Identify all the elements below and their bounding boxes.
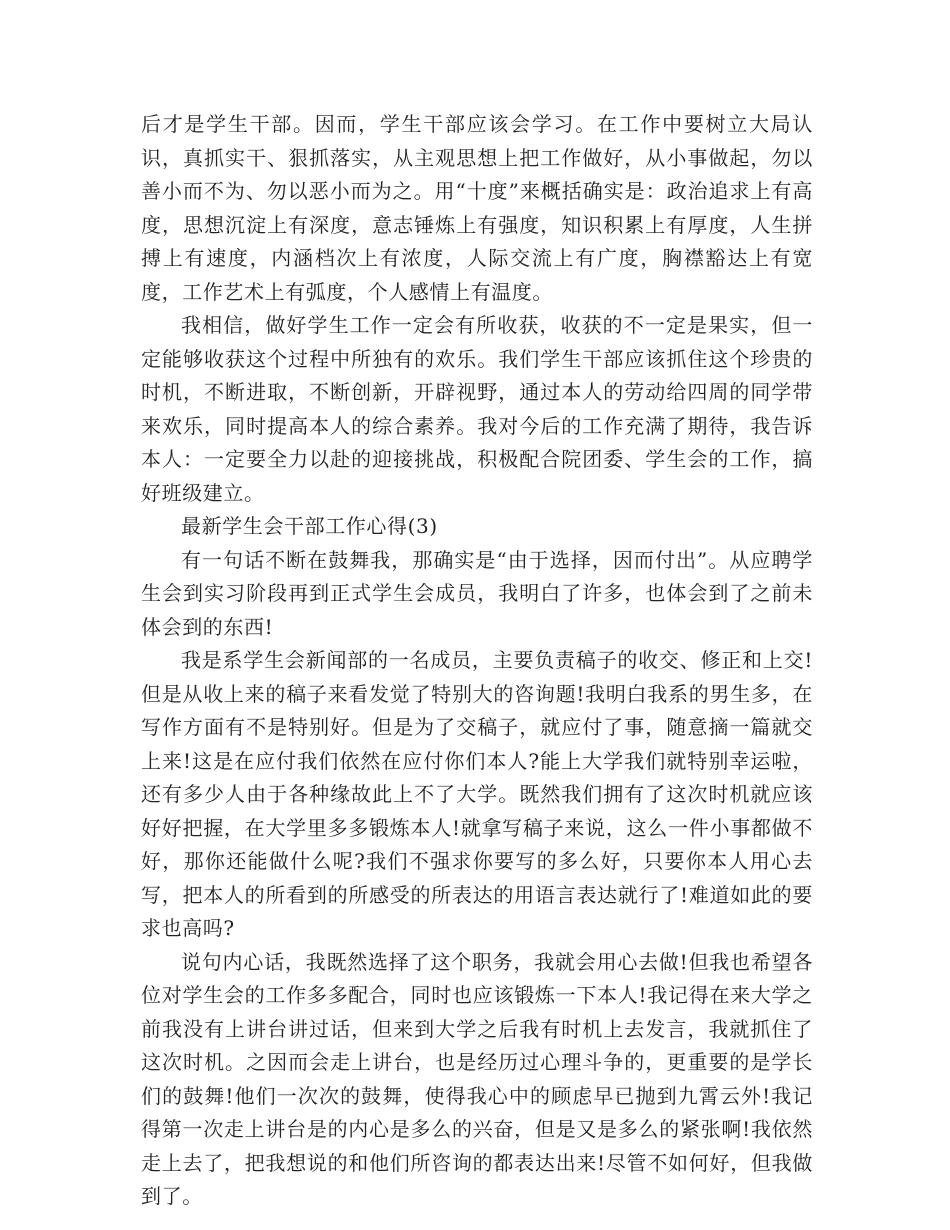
paragraph-heartfelt: 说句内心话，我既然选择了这个职务，我就会用心去做!但我也希望各位对学生会的工作多多配合，同时也应该锻炼一下本人!我记得在来大学之前我没有上讲台讲过话，但来到大学之后我有时机上去发言，我就抓住了这次时机。之因而会走上讲台，也是经历过心理斗争的，更重要的是学长们的鼓舞!他们一次次的鼓舞，使得我心中的顾虑早已抛到九霄云外!我记得第一次走上讲台是的内心是多么的兴奋，但是又是多么的紧张啊!我依然走上去了，把我想说的和他们所咨询的都表达出来!尽管不如何好，但我做到了。 [141,949,813,1208]
section-heading: 最新学生会干部工作心得(3) [181,514,438,538]
paragraph-news-department: 我是系学生会新闻部的一名成员，主要负责稿子的收交、修正和上交!但是从收上来的稿子来看发觉了特别大的咨询题!我明白我系的男生多，在写作方面有不是特别好。但是为了交稿子，就应付了事，随意摘一篇就交上来!这是在应付我们依然在应付你们本人?能上大学我们就特别幸运啦，还有多少人由于各种缘故此上不了大学。既然我们拥有了这次时机就应该好好把握，在大学里多多锻炼本人!就拿写稿子来说，这么一件小事都做不好，那你还能做什么呢?我们不强求你要写的多么好，只要你本人用心去写，把本人的所看到的所感受的所表达的用语言表达就行了!难道如此的要求也高吗? [141,648,813,940]
paragraph-belief: 我相信，做好学生工作一定会有所收获，收获的不一定是果实，但一定能够收获这个过程中所独有的欢乐。我们学生干部应该抓住这个珍贵的时机，不断进取，不断创新，开辟视野，通过本人的劳动给四周的同学带来欢乐，同时提高本人的综合素养。我对今后的工作充满了期待，我告诉本人：一定要全力以赴的迎接挑战，积极配合院团委、学生会的工作，搞好班级建立。 [141,313,813,505]
document-page [141,108,813,1214]
paragraph-motto: 有一句话不断在鼓舞我，那确实是“由于选择，因而付出”。从应聘学生会到实习阶段再到正式学生会成员，我明白了许多，也体会到了之前未体会到的东西! [141,547,813,639]
paragraph-continuation: 后才是学生干部。因而，学生干部应该会学习。在工作中要树立大局认识，真抓实干、狠抓落实，从主观思想上把工作做好，从小事做起，勿以善小而不为、勿以恶小而为之。用“十度”来概括确实是：政治追求上有高度，思想沉淀上有深度，意志锤炼上有强度，知识积累上有厚度，人生拼搏上有速度，内涵档次上有浓度，人际交流上有广度，胸襟豁达上有宽度，工作艺术上有弧度，个人感情上有温度。 [141,112,813,304]
